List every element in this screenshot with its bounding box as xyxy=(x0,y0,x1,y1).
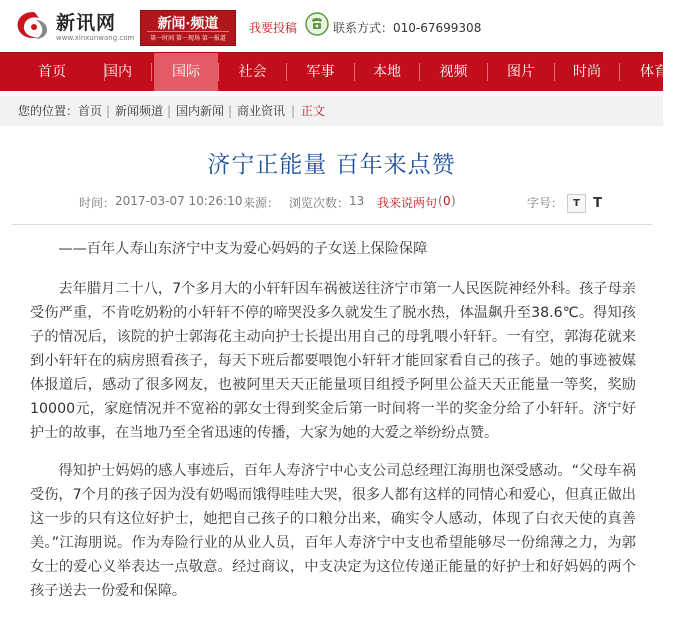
article-body xyxy=(30,237,636,617)
logo-swirl-icon xyxy=(14,8,52,42)
contact-phone: 010-67699308 xyxy=(393,21,482,35)
nav-item-domestic[interactable]: 国内 xyxy=(104,64,132,80)
article-paragraph: 去年腊月二十八，7个多月大的小轩轩因车祸被送往济宁市第一人民医院神经外科。孩子母亲受伤严重，不肯吃奶粉的小轩轩不停的啼哭没多久就发生了脱水热，体温飙升至38.6℃。得知孩子的情况后，该院的护士郭海花主动向护士长提出用自己的母乳喂小轩轩。一有空，郭海花就来到小轩轩在的病房照看孩子，每天下班后都要喂饱小轩轩才能回家看自己的孩子。她的事迹被媒体报道后，感动了很多网友，也被阿里天天正能量项目组授予阿里公益天天正能量一等奖，奖励10000元，家庭情况并不宽裕的郭女士得到奖金后第一时间将一半的奖金分给了小轩轩。济宁好护士的故事，在当地乃至全省迅速的传播，大家为她的大爱之举纷纷点赞。 xyxy=(30,281,636,441)
breadcrumb-separator: | xyxy=(106,104,111,118)
views-count: 13 xyxy=(349,194,365,208)
article-subtitle: ——百年人寿山东济宁中支为爱心妈妈的子女送上保险保障 xyxy=(58,241,428,257)
font-size-small-button[interactable]: T xyxy=(567,194,586,213)
nav-item-home[interactable]: 首页 xyxy=(38,64,66,80)
submit-article-link[interactable]: 我要投稿 xyxy=(249,21,298,35)
nav-separator xyxy=(151,63,152,81)
channel-slogan: 第一时间 第一现场 第一报道 xyxy=(147,31,229,42)
source-label: 来源： xyxy=(243,196,280,210)
phone-icon xyxy=(305,12,329,36)
breadcrumb-separator: | xyxy=(291,104,296,118)
breadcrumb-link[interactable]: 商业资讯 xyxy=(237,104,286,118)
font-size-large-button[interactable]: T xyxy=(588,194,607,213)
breadcrumb-separator: | xyxy=(228,104,233,118)
nav-item-military[interactable]: 军事 xyxy=(306,64,335,80)
breadcrumb-label: 您的位置： xyxy=(18,104,79,118)
breadcrumb-separator: | xyxy=(167,104,172,118)
channel-title: 新闻·频道 xyxy=(157,16,219,32)
logo-name: 新讯网 xyxy=(56,12,117,34)
divider xyxy=(12,224,652,225)
nav-separator xyxy=(619,63,620,81)
site-header xyxy=(0,0,663,52)
nav-item-sports[interactable]: 体育 xyxy=(640,64,668,80)
site-logo[interactable] xyxy=(14,6,134,46)
nav-item-photos[interactable]: 图片 xyxy=(507,64,535,80)
article-paragraph: 得知护士妈妈的感人事迹后，百年人寿济宁中心支公司总经理江海朋也深受感动。“父母车祸受伤，7个月的孩子因为没有奶喝而饿得哇哇大哭，很多人都有这样的同情心和爱心，但真正做出这一步的只有这位好护士，她把自己孩子的口粮分出来，确实令人感动，体现了白衣天使的真善美。”江海朋说。作为寿险行业的从业人员，百年人寿济宁中支也希望能够尽一份绵薄之力，为郭女士的爱心义举表达一点敬意。经过商议，中支决定为这位传递正能量的好护士和好妈妈的两个孩子送去一份爱和保障。 xyxy=(30,463,636,599)
nav-item-fashion[interactable]: 时尚 xyxy=(573,64,601,80)
breadcrumb-link[interactable]: 新闻频道 xyxy=(115,104,164,118)
logo-url: www.xinxunwang.com xyxy=(56,34,135,42)
breadcrumb-link[interactable]: 国内新闻 xyxy=(176,104,225,118)
comment-link[interactable]: 我来说两句 xyxy=(377,196,438,210)
channel-badge xyxy=(140,10,236,46)
contact-label: 联系方式： xyxy=(333,21,394,35)
breadcrumb-link[interactable]: 首页 xyxy=(78,104,103,118)
nav-item-local[interactable]: 本地 xyxy=(373,64,401,80)
nav-item-international[interactable]: 国际 xyxy=(154,53,218,91)
views-label: 浏览次数： xyxy=(289,196,350,210)
article-meta xyxy=(0,194,663,214)
nav-item-society[interactable]: 社会 xyxy=(238,64,267,80)
time-label: 时间： xyxy=(79,196,116,210)
fontsize-label: 字号： xyxy=(527,196,564,210)
comment-count-open: ( xyxy=(438,194,443,208)
main-nav xyxy=(0,52,668,91)
comment-count-close: ) xyxy=(451,194,456,208)
breadcrumb xyxy=(0,96,663,126)
comment-count[interactable]: 0 xyxy=(443,194,451,208)
nav-item-video[interactable]: 视频 xyxy=(439,64,468,80)
breadcrumb-current: 正文 xyxy=(301,104,326,118)
publish-time: 2017-03-07 10:26:10 xyxy=(115,194,243,208)
article-title: 济宁正能量 百年来点赞 xyxy=(207,152,456,178)
contact-info xyxy=(333,19,481,36)
